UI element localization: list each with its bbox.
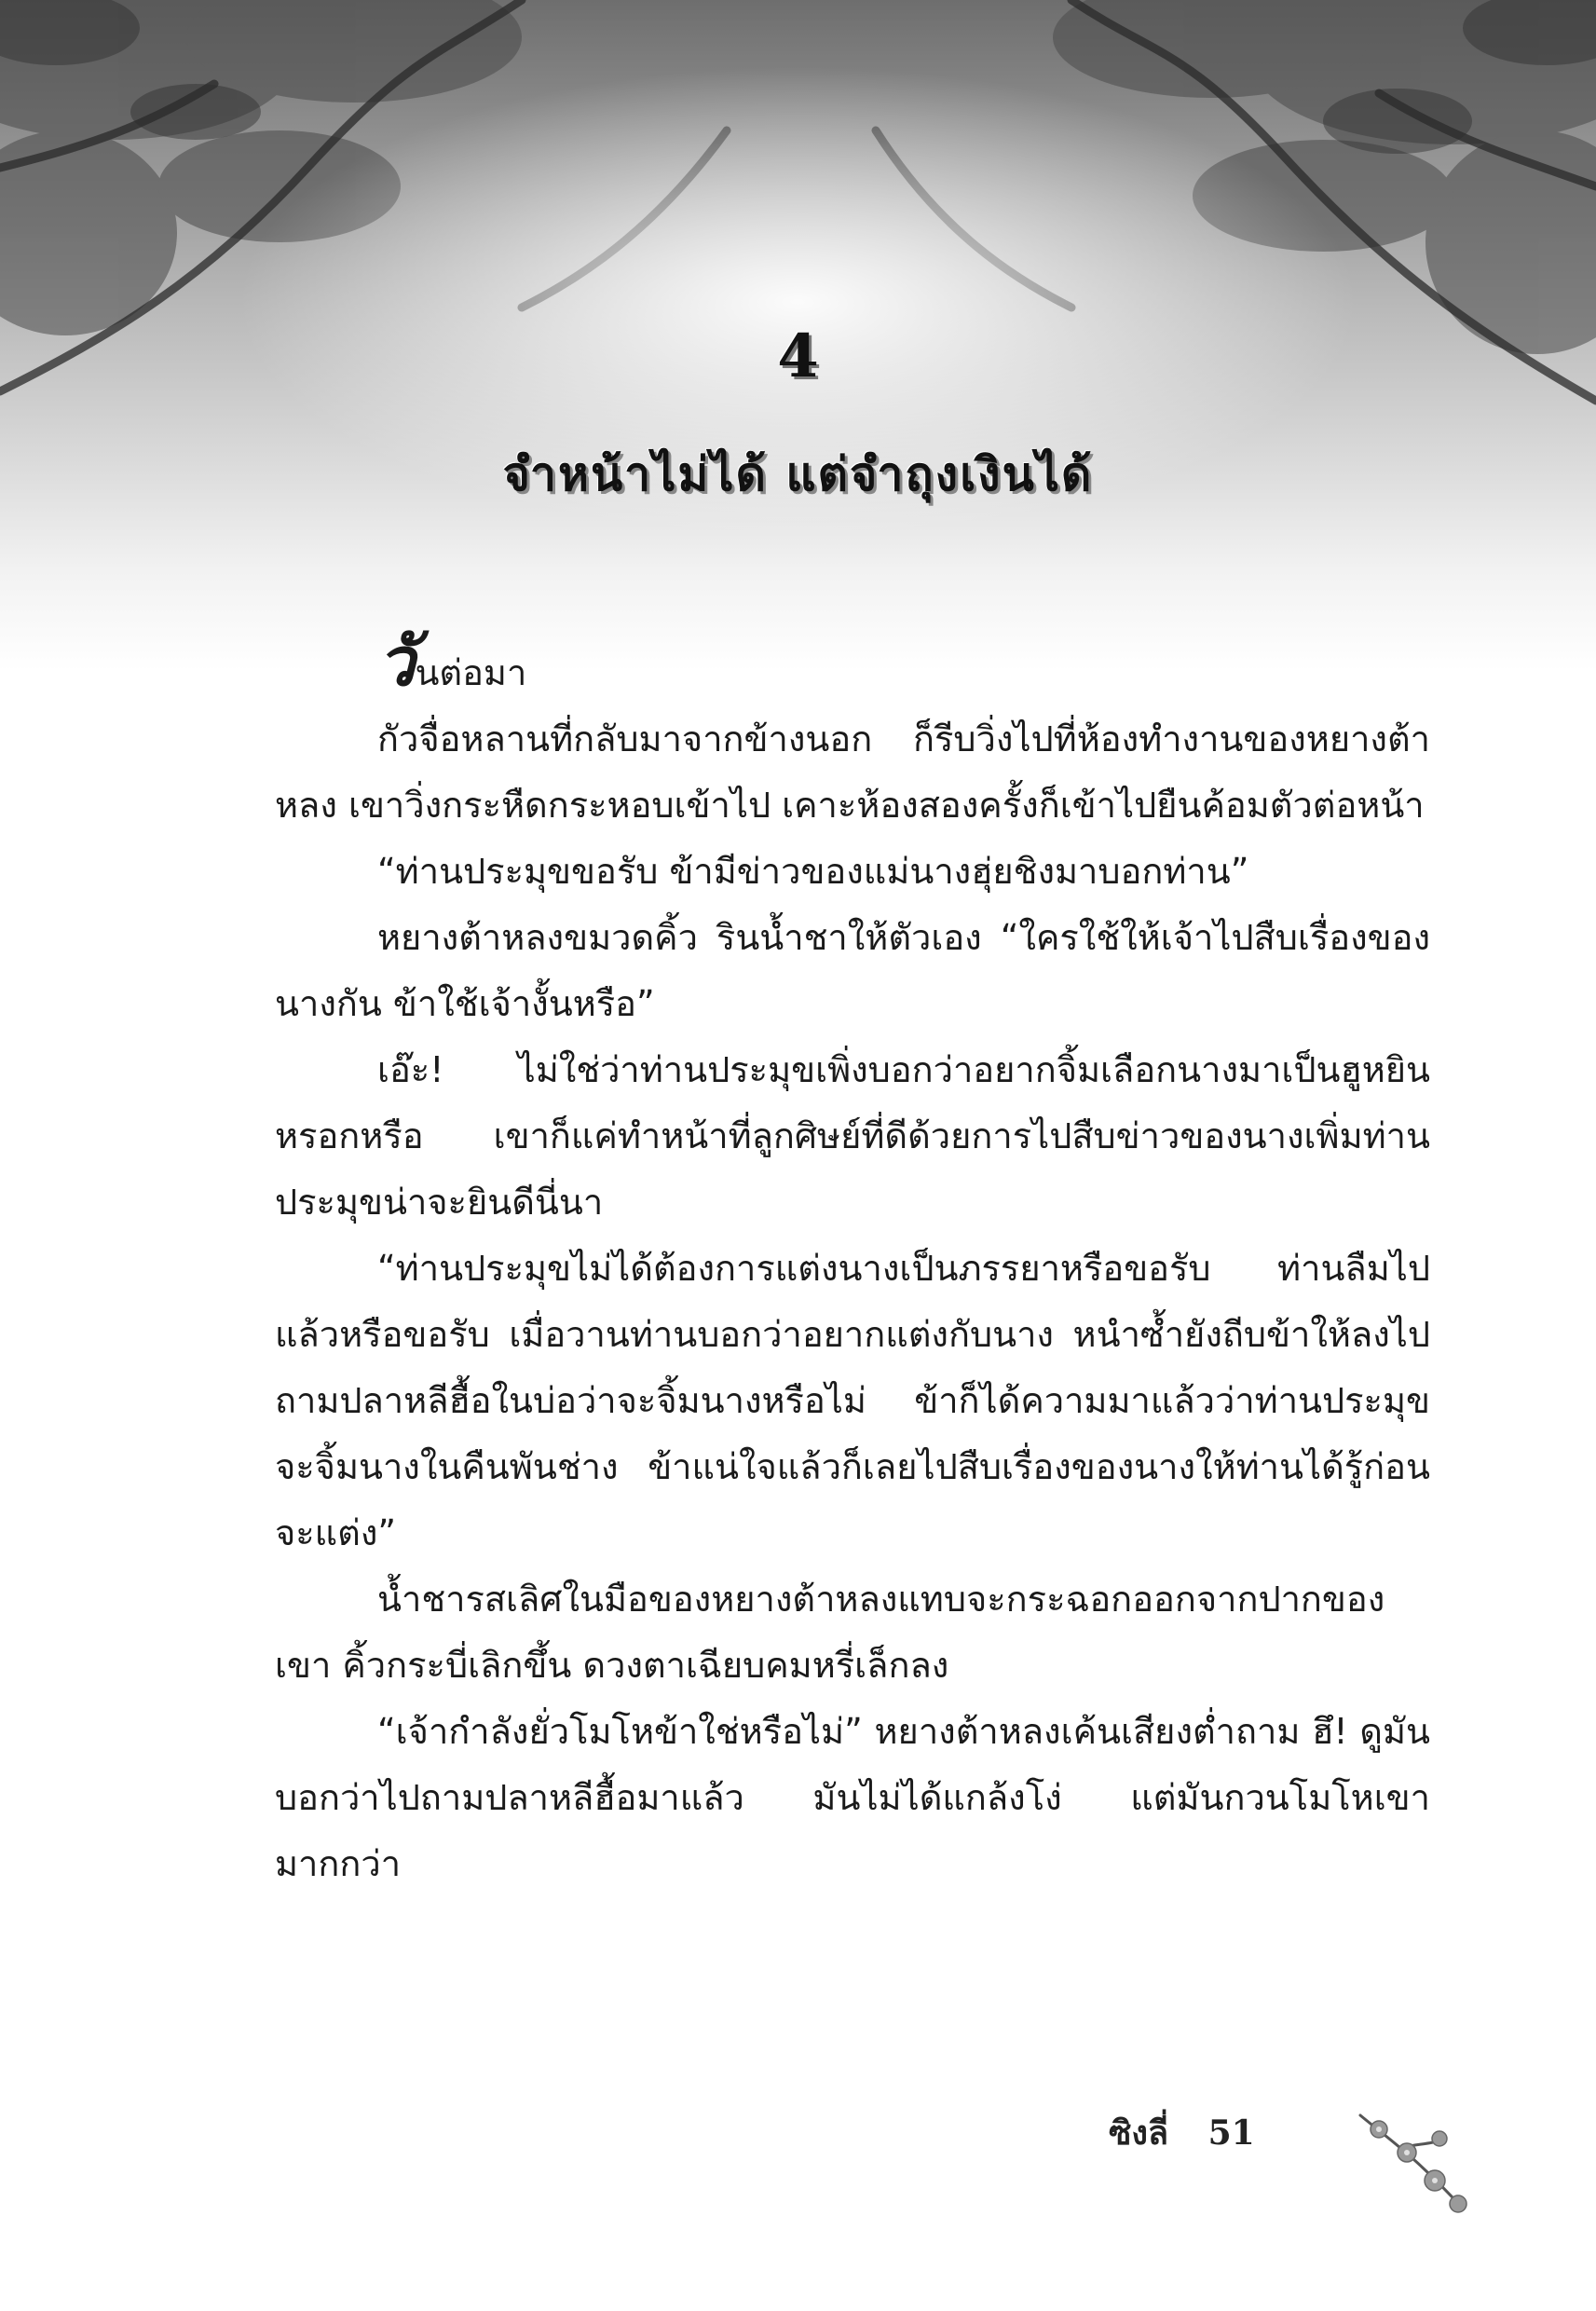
paragraph: “ท่านประมุขขอรับ ข้ามีข่าวของแม่นางฮุ่ยชิงมาบอกท่าน” xyxy=(377,851,1249,892)
page-footer xyxy=(1109,2106,1255,2159)
paragraph: หยางต้าหลงขมวดคิ้ว รินน้ำชาให้ตัวเอง “ใครใช้ให้เจ้าไปสืบเรื่องของนางกัน ข้าใช้เจ้างั้นหรือ” xyxy=(275,917,1430,1024)
drop-cap: วั xyxy=(377,622,416,701)
opening-line xyxy=(275,622,1430,706)
chapter-body xyxy=(275,622,1430,1897)
paragraph: “ท่านประมุขไม่ได้ต้องการแต่งนางเป็นภรรยาหรือขอรับ ท่านลืมไปแล้วหรือขอรับ เมื่อวานท่านบอกว่าอยากแต่งกับนาง หนำซ้ำยังถีบข้าให้ลงไปถามปลาหลีฮื้อในบ่อว่าจะจิ้มนางหรือไม่ ข้าก็ได้ความมาแล้วว่าท่านประมุขจะจิ้มนางในคืนพันช่าง ข้าแน่ใจแล้วก็เลยไปสืบเรื่องของนางให้ท่านได้รู้ก่อนจะแต่ง” xyxy=(275,1248,1430,1553)
book-title: ซิงลี่ xyxy=(1109,2113,1169,2153)
page-number: 51 xyxy=(1207,2113,1255,2153)
blossom-icon xyxy=(1351,2106,1481,2227)
chapter-number: 4 xyxy=(777,321,819,391)
chapter-title: จำหน้าไม่ได้ แต่จำถุงเงินได้ xyxy=(502,447,1094,501)
paragraph: น้ำชารสเลิศในมือของหยางต้าหลงแทบจะกระฉอกออกจากปากของเขา คิ้วกระบี่เลิกขึ้น ดวงตาเฉียบคมหรี่เล็กลง xyxy=(275,1579,1385,1686)
opening-text: นต่อมา xyxy=(415,652,527,693)
paragraph: “เจ้ากำลังยั่วโมโหข้าใช่หรือไม่” หยางต้าหลงเค้นเสียงต่ำถาม ฮึ! ดูมันบอกว่าไปถามปลาหลีฮื้อมาแล้ว มันไม่ได้แกล้งโง่ แต่มันกวนโมโหเขามากกว่า xyxy=(275,1711,1430,1884)
paragraph: เอ๊ะ! ไม่ใช่ว่าท่านประมุขเพิ่งบอกว่าอยากจิ้มเลือกนางมาเป็นฮูหยินหรอกหรือ เขาก็แค่ทำหน้าที่ลูกศิษย์ที่ดีด้วยการไปสืบข่าวของนางเพิ่มท่านประมุขน่าจะยินดีนี่นา xyxy=(275,1049,1430,1223)
paragraph: กัวจื่อหลานที่กลับมาจากข้างนอก ก็รีบวิ่งไปที่ห้องทำงานของหยางต้าหลง เขาวิ่งกระหืดกระหอบเข้าไป เคาะห้องสองครั้งก็เข้าไปยืนค้อมตัวต่อหน้า xyxy=(275,718,1430,826)
